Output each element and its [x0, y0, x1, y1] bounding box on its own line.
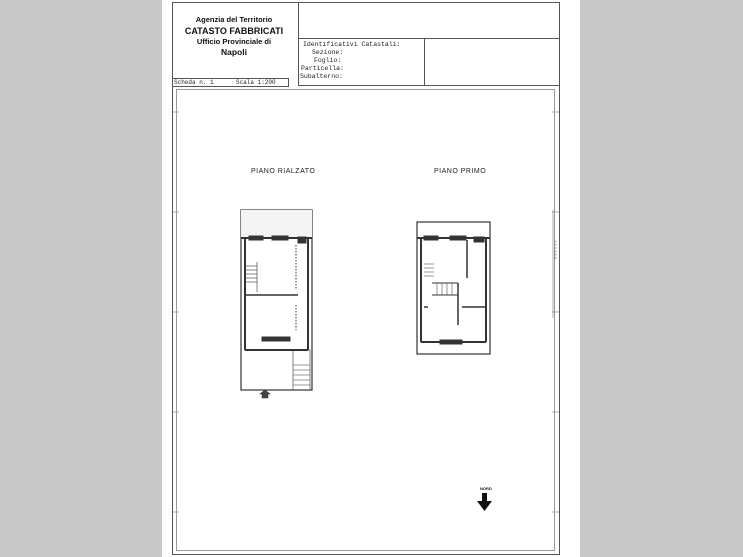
ident-foglio: Foglio:	[314, 57, 342, 64]
plan-rialzato	[241, 210, 312, 398]
frame-ticks	[173, 112, 559, 512]
north-label: NORD	[480, 486, 492, 491]
cadastral-sheet	[162, 0, 580, 557]
north-arrow-icon	[477, 493, 492, 511]
side-note: 1 2 3 4 5 6	[553, 240, 558, 259]
catasto-title: CATASTO FABBRICATI	[184, 26, 284, 36]
ident-sezione: Sezione:	[312, 49, 344, 56]
plan-primo	[417, 222, 490, 354]
city-name: Napoli	[221, 47, 247, 57]
ident-particella: Particella:	[301, 65, 344, 72]
ident-title: Identificativi Catastali:	[303, 41, 401, 48]
scale-label: Scala 1:200	[236, 79, 276, 86]
scheda-number: Scheda n. 1	[174, 79, 214, 86]
floor-plans-drawing	[162, 0, 580, 557]
ident-subalterno: Subalterno:	[300, 73, 343, 80]
plan-title-rialzato: PIANO RIALZATO	[251, 168, 316, 175]
agency-name: Agenzia del Territorio	[195, 15, 273, 24]
plan-title-primo: PIANO PRIMO	[434, 168, 487, 175]
ufficio-label: Ufficio Provinciale di	[196, 37, 272, 46]
